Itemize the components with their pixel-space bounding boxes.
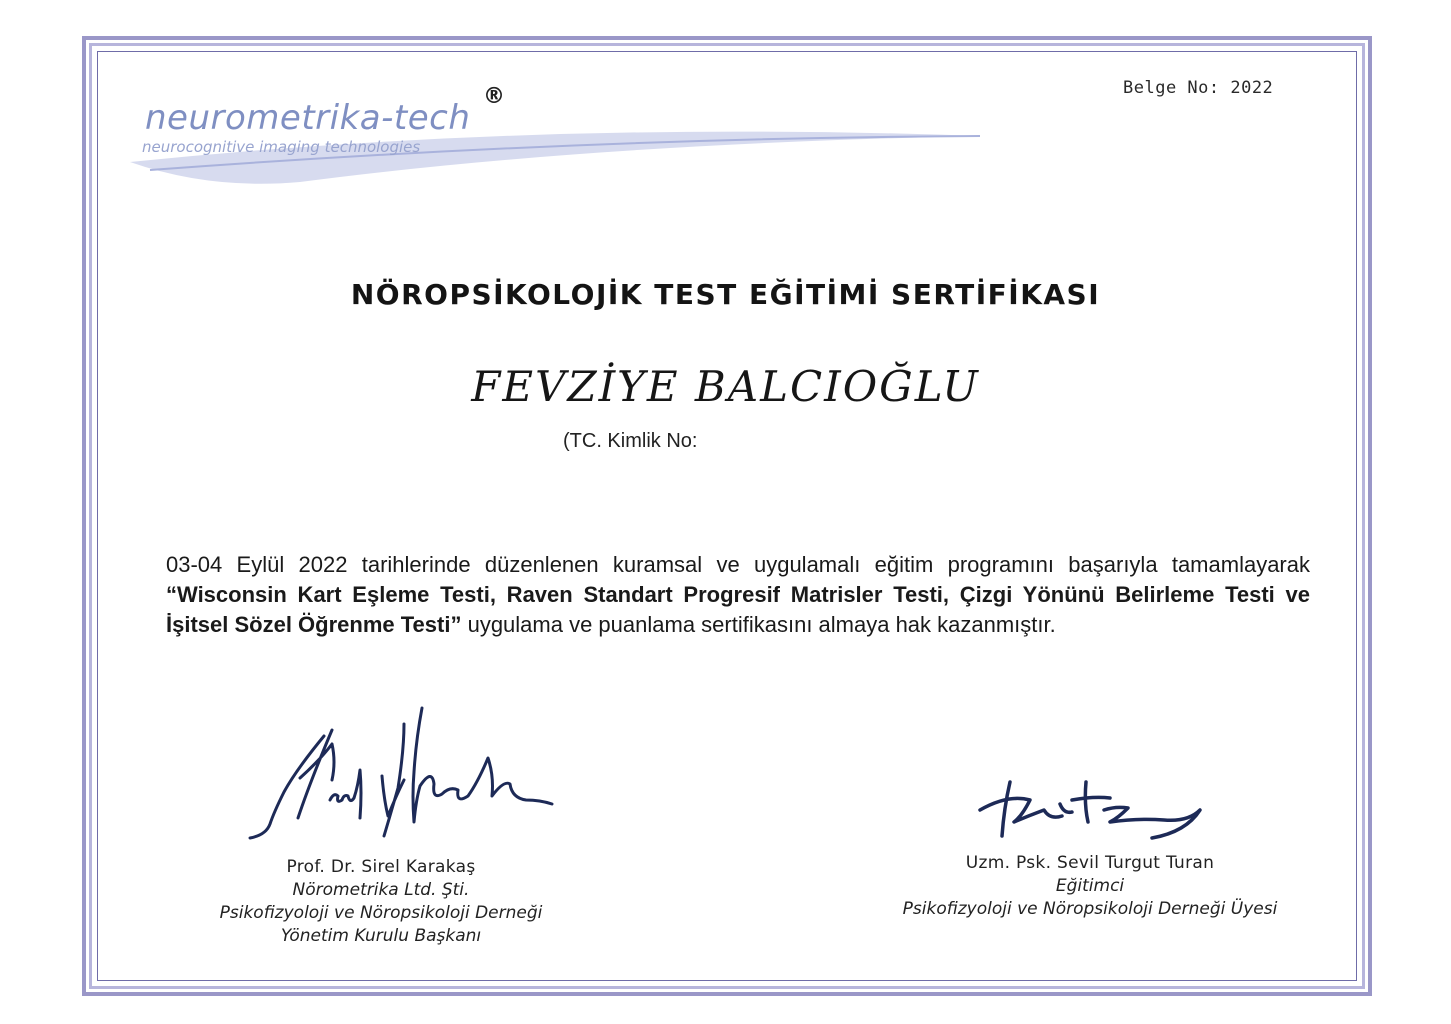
recipient-name: FEVZİYE BALCIOĞLU — [471, 362, 980, 411]
signatory-1-line1: Nörometrika Ltd. Şti. — [292, 880, 470, 900]
document-number: Belge No: 2022 — [1123, 78, 1274, 98]
logo-tagline: neurocognitive imaging technologies — [142, 138, 421, 156]
signatory-2-line1: Eğitimci — [1055, 876, 1125, 896]
certificate-title: NÖROPSİKOLOJİK TEST EĞİTİMİ SERTİFİKASI — [350, 278, 1101, 311]
body-text-conclusion: uygulama ve puanlama sertifikasını almaya hak kazanmıştır. — [461, 612, 1056, 637]
company-logo — [120, 80, 1000, 190]
signature-karakas — [236, 700, 566, 850]
signatory-1 — [196, 856, 566, 948]
signatory-1-line2: Psikofizyoloji ve Nöropsikoloji Derneği — [219, 903, 543, 923]
signatory-1-name: Prof. Dr. Sirel Karakaş — [286, 857, 476, 877]
signatory-2-name: Uzm. Psk. Sevil Turgut Turan — [965, 853, 1215, 873]
signature-turan — [968, 760, 1208, 850]
signatory-2 — [850, 852, 1330, 921]
signatory-1-line3: Yönetim Kurulu Başkanı — [280, 926, 482, 946]
logo-name: neurometrika-tech — [145, 98, 471, 138]
signatory-2-line2: Psikofizyoloji ve Nöropsikoloji Derneği Üyesi — [902, 899, 1278, 919]
body-test-list: “Wisconsin Kart Eşleme Testi, Raven Standart Progresif Matrisler Testi, Çizgi Yönünü Belirleme Testi ve İşitsel Sözel Öğrenme Testi” — [166, 582, 1310, 637]
id-number-label: (TC. Kimlik No: — [563, 430, 698, 452]
registered-mark: ® — [483, 84, 505, 109]
certificate-body — [166, 550, 1310, 640]
body-text-intro: 03-04 Eylül 2022 tarihlerinde düzenlenen kuramsal ve uygulamalı eğitim programını başarıyla tamamlayarak — [166, 552, 1310, 577]
